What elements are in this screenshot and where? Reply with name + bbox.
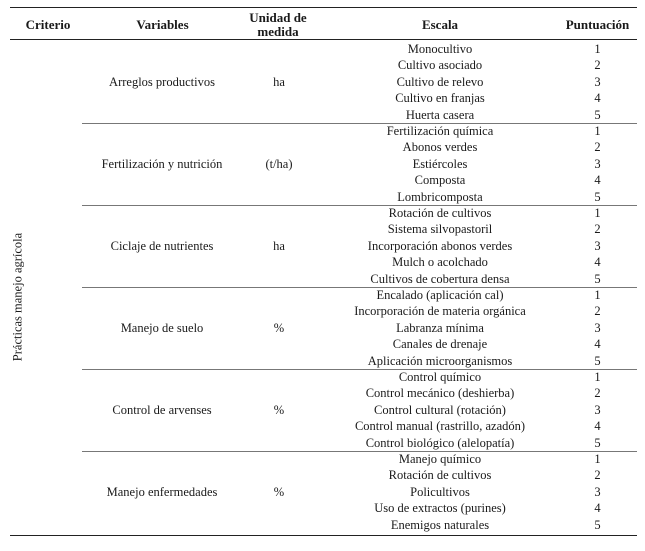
puntuacion-value: 4	[594, 419, 601, 434]
variable-name: Manejo de suelo	[120, 320, 204, 335]
escala-value: Cultivo asociado	[397, 58, 483, 73]
variable-name: Control de arvenses	[112, 402, 212, 417]
escala-value: Composta	[414, 173, 466, 188]
variable-name: Manejo enfermedades	[106, 484, 218, 499]
escala-value: Rotación de cultivos	[388, 468, 492, 483]
puntuacion-value: 3	[594, 402, 601, 417]
escala-value: Fertilización química	[386, 124, 494, 138]
unidad-de-medida: %	[273, 402, 285, 417]
puntuacion-value: 1	[594, 206, 601, 220]
escala-value: Monocultivo	[407, 42, 473, 56]
puntuacion-value: 5	[594, 353, 601, 368]
puntuacion-value: 5	[594, 189, 601, 204]
escala-value: Cultivo de relevo	[396, 74, 484, 89]
puntuacion-value: 3	[594, 156, 601, 171]
escala-value: Labranza mínima	[396, 320, 484, 335]
puntuacion-value: 1	[594, 288, 601, 302]
header-puntuacion: Puntuación	[565, 17, 630, 32]
puntuacion-value: 4	[594, 173, 601, 188]
escala-value: Mulch o acolchado	[392, 255, 488, 270]
escala-value: Canales de drenaje	[392, 337, 488, 352]
puntuacion-value: 2	[594, 386, 601, 401]
puntuacion-value: 3	[594, 238, 601, 253]
puntuacion-value: 2	[594, 304, 601, 319]
variable-name: Fertilización y nutrición	[101, 156, 223, 171]
puntuacion-value: 1	[594, 452, 601, 466]
header-unidad-de-medida: Unidad de medida	[249, 10, 307, 39]
escala-value: Manejo químico	[398, 452, 482, 466]
puntuacion-value: 5	[594, 435, 601, 450]
header-criterio: Criterio	[25, 17, 71, 32]
table-bottom-rule	[10, 535, 637, 536]
escala-value: Control cultural (rotación)	[374, 402, 506, 417]
puntuacion-value: 1	[594, 124, 601, 138]
header-variables: Variables	[136, 17, 189, 32]
puntuacion-value: 2	[594, 140, 601, 155]
escala-value: Enemigos naturales	[390, 517, 490, 532]
escala-value: Abonos verdes	[402, 140, 478, 155]
unidad-de-medida: (t/ha)	[265, 156, 293, 171]
escala-value: Huerta casera	[405, 107, 475, 122]
puntuacion-value: 3	[594, 484, 601, 499]
puntuacion-value: 2	[594, 58, 601, 73]
criterio-label: Prácticas manejo agrícola	[10, 232, 25, 362]
escala-value: Estiércoles	[412, 156, 468, 171]
table-top-rule	[10, 7, 637, 8]
escala-value: Cultivo en franjas	[395, 91, 485, 106]
unidad-de-medida: %	[273, 320, 285, 335]
escala-value: Control mecánico (deshierba)	[365, 386, 515, 401]
puntuacion-value: 5	[594, 271, 601, 286]
escala-value: Uso de extractos (purines)	[374, 501, 506, 516]
unidad-de-medida: %	[273, 484, 285, 499]
escala-value: Incorporación de materia orgánica	[354, 304, 526, 319]
puntuacion-value: 4	[594, 337, 601, 352]
escala-value: Sistema silvopastoril	[387, 222, 493, 237]
escala-value: Control manual (rastrillo, azadón)	[354, 419, 526, 434]
unidad-de-medida: ha	[273, 74, 285, 89]
header-escala: Escala	[421, 17, 459, 32]
escala-value: Encalado (aplicación cal)	[376, 288, 504, 302]
puntuacion-value: 5	[594, 107, 601, 122]
puntuacion-value: 1	[594, 370, 601, 384]
puntuacion-value: 2	[594, 468, 601, 483]
escala-value: Lombricomposta	[397, 189, 483, 204]
unidad-de-medida: ha	[273, 238, 285, 253]
escala-value: Aplicación microorganismos	[367, 353, 513, 368]
escala-value: Control químico	[398, 370, 482, 384]
escala-value: Rotación de cultivos	[388, 206, 492, 220]
puntuacion-value: 1	[594, 42, 601, 56]
variable-name: Ciclaje de nutrientes	[110, 238, 214, 253]
puntuacion-value: 3	[594, 74, 601, 89]
header-bottom-rule	[10, 39, 637, 40]
escala-value: Control biológico (alelopatía)	[365, 435, 515, 450]
puntuacion-value: 4	[594, 91, 601, 106]
puntuacion-value: 2	[594, 222, 601, 237]
puntuacion-value: 4	[594, 255, 601, 270]
escala-value: Cultivos de cobertura densa	[370, 271, 510, 286]
escala-value: Policultivos	[410, 484, 470, 499]
variable-name: Arreglos productivos	[109, 74, 215, 89]
puntuacion-value: 3	[594, 320, 601, 335]
puntuacion-value: 5	[594, 517, 601, 532]
puntuacion-value: 4	[594, 501, 601, 516]
escala-value: Incorporación abonos verdes	[367, 238, 513, 253]
